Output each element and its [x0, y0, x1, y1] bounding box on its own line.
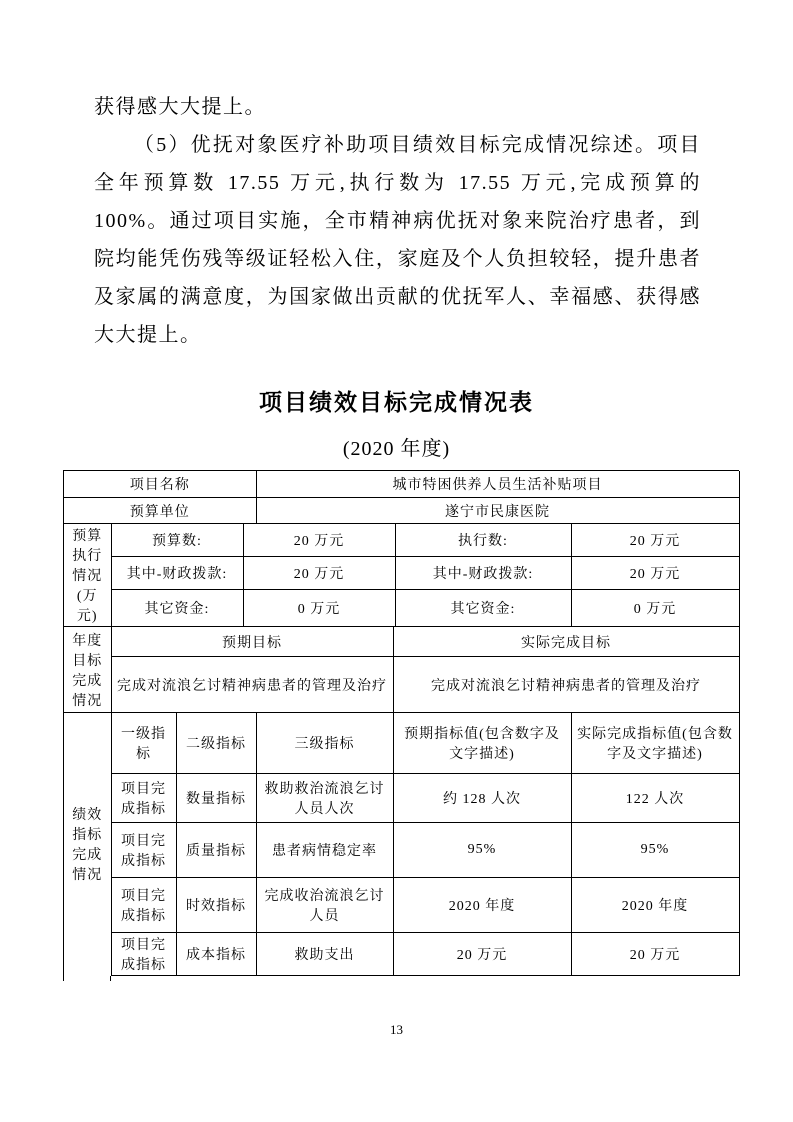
project-name-label: 项目名称: [64, 471, 256, 498]
body-text-block: [94, 88, 701, 354]
indicator-actual-value: 122 人次: [571, 774, 739, 823]
indicator-level3: 救助支出: [256, 933, 393, 976]
indicator-level1: 项目完成指标: [111, 878, 176, 933]
budget-value: 0 万元: [571, 590, 739, 627]
indicator-header-actual: 实际完成指标值(包含数字及文字描述): [571, 713, 739, 774]
budget-unit-label: 预算单位: [64, 498, 256, 524]
table-row: [64, 590, 739, 627]
indicator-header-level3: 三级指标: [256, 713, 393, 774]
performance-table: [63, 470, 739, 976]
indicator-level2: 成本指标: [176, 933, 256, 976]
budget-unit-value: 遂宁市民康医院: [256, 498, 739, 524]
table-section-budget: [64, 524, 740, 627]
table-row: [64, 498, 739, 524]
indicator-actual-value: 2020 年度: [571, 878, 739, 933]
budget-value: 20 万元: [243, 557, 395, 590]
budget-label: 其它资金:: [395, 590, 571, 627]
annual-section-label: 年度目标完成情况: [64, 627, 111, 713]
indicator-expected-value: 95%: [393, 823, 571, 878]
budget-value: 20 万元: [571, 524, 739, 557]
indicator-level3: 完成收治流浪乞讨人员: [256, 878, 393, 933]
indicator-header-level2: 二级指标: [176, 713, 256, 774]
page-number: 13: [390, 1022, 403, 1037]
table-title: 项目绩效目标完成情况表: [259, 390, 534, 415]
budget-label: 预算数:: [111, 524, 243, 557]
table-subtitle: (2020 年度): [342, 438, 451, 460]
budget-label: 其它资金:: [111, 590, 243, 627]
expected-goal-header: 预期目标: [111, 627, 393, 657]
indicator-level1: 项目完成指标: [111, 774, 176, 823]
table-row: [64, 823, 739, 878]
indicator-level2: 质量指标: [176, 823, 256, 878]
table-section-indicators: [64, 713, 740, 976]
page-break-border-cut: [110, 976, 111, 981]
indicator-expected-value: 2020 年度: [393, 878, 571, 933]
indicator-header-level1: 一级指标: [111, 713, 176, 774]
indicator-level1: 项目完成指标: [111, 933, 176, 976]
indicator-level2: 时效指标: [176, 878, 256, 933]
perf-section-label: 绩效指标完成情况: [64, 713, 111, 976]
table-row: [64, 627, 739, 657]
indicator-actual-value: 20 万元: [571, 933, 739, 976]
actual-goal-header: 实际完成目标: [393, 627, 739, 657]
indicator-level3: 救助救治流浪乞讨人员人次: [256, 774, 393, 823]
indicator-actual-value: 95%: [571, 823, 739, 878]
paragraph-continuation: 获得感大大提上。: [94, 96, 266, 118]
table-row: [64, 471, 739, 498]
expected-goal-value: 完成对流浪乞讨精神病患者的管理及治疗: [111, 657, 393, 713]
budget-label: 执行数:: [395, 524, 571, 557]
table-row: [64, 713, 739, 774]
budget-section-label: 预算执行情况(万元): [64, 524, 111, 627]
indicator-level2: 数量指标: [176, 774, 256, 823]
indicator-header-expected: 预期指标值(包含数字及文字描述): [393, 713, 571, 774]
indicator-level3: 患者病情稳定率: [256, 823, 393, 878]
table-row: [64, 657, 739, 713]
indicator-expected-value: 20 万元: [393, 933, 571, 976]
table-row: [64, 878, 739, 933]
budget-label: 其中-财政拨款:: [395, 557, 571, 590]
budget-value: 20 万元: [243, 524, 395, 557]
budget-value: 20 万元: [571, 557, 739, 590]
project-name-value: 城市特困供养人员生活补贴项目: [256, 471, 739, 498]
table-section-annual-goal: [64, 627, 740, 713]
budget-value: 0 万元: [243, 590, 395, 627]
table-row: [64, 933, 739, 976]
actual-goal-value: 完成对流浪乞讨精神病患者的管理及治疗: [393, 657, 739, 713]
table-row: [64, 524, 739, 557]
indicator-expected-value: 约 128 人次: [393, 774, 571, 823]
paragraph-summary: （5）优抚对象医疗补助项目绩效目标完成情况综述。项目全年预算数 17.55 万元,执行数为 17.55 万元,完成预算的 100%。通过项目实施，全市精神病优抚对象来院治疗患者，到院均能凭伤残等级证轻松入住，家庭及个人负担较轻，提升患者及家属的满意度，为国家做出贡献的优抚军人、幸福感、获得感大大提上。: [94, 134, 701, 346]
table-row: [64, 557, 739, 590]
table-section-header: [64, 471, 740, 524]
page-break-border-cut: [63, 976, 64, 981]
budget-label: 其中-财政拨款:: [111, 557, 243, 590]
indicator-level1: 项目完成指标: [111, 823, 176, 878]
table-row: [64, 774, 739, 823]
